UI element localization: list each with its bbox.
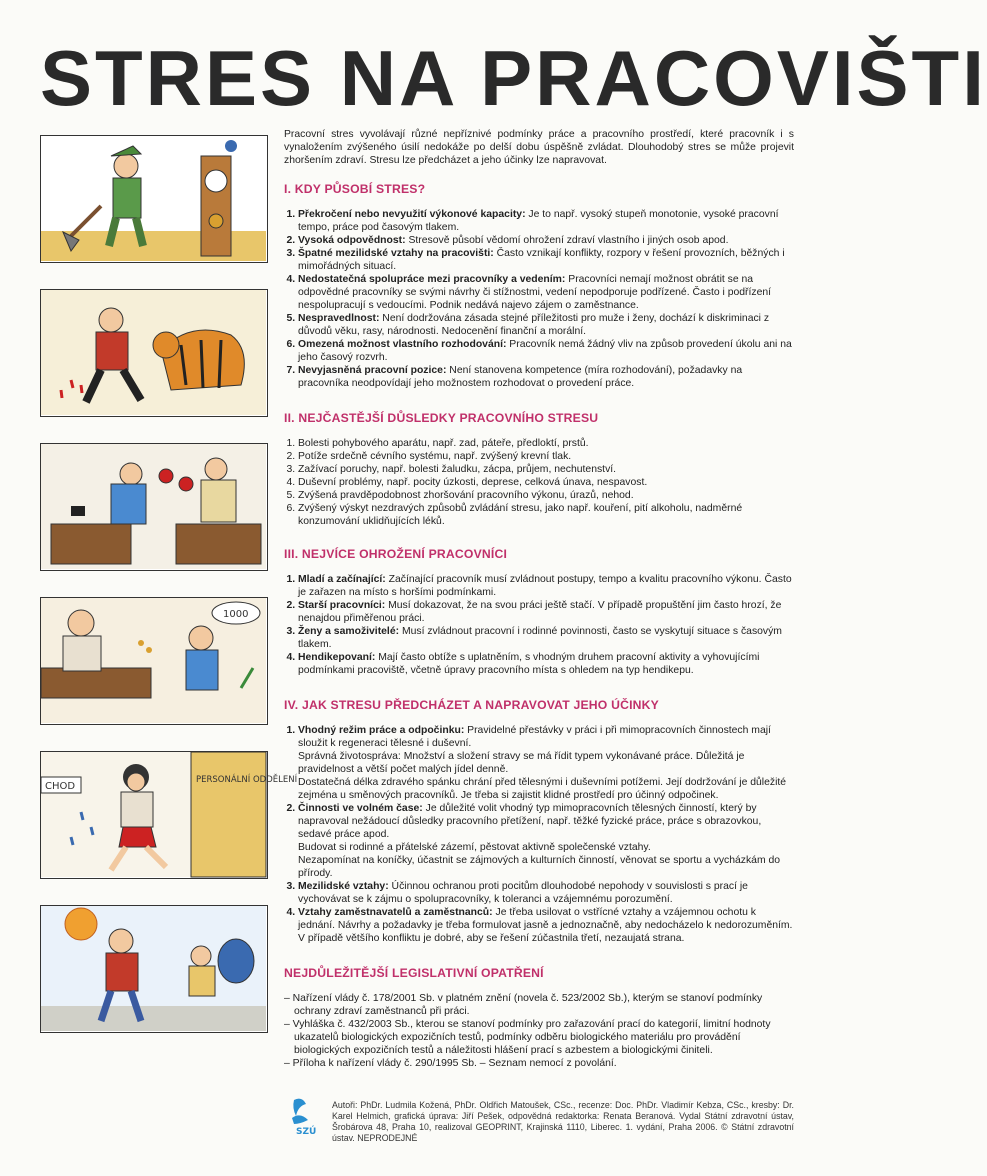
list-item: 3. Ženy a samoživitelé: Musí zvládnout pracovní i rodinné povinnosti, často se vyskytují situace s časovým tlakem. (298, 625, 794, 651)
list-item: 2. Činnosti ve volném čase: Je důležité volit vhodný typ mimopracovních tělesných činností, který by napravoval nežádoucí důsledky pracovního přetížení, např. těžké fyzické práce, práce s obrazovkou, sedavé práce apod. Budovat si rodinné a přátelské zázemí, pěstovat aktivně společenské vztahy. Nezapomínat na koníčky, účastnit se zájmových a kulturních činností, věnovat se sportu a vycházkám do přírody. (298, 802, 794, 880)
credits-text: Autoři: PhDr. Ludmila Kožená, PhDr. Oldřich Matoušek, CSc., recenze: Doc. PhDr. Vladimír Kebza, CSc., kresby: Dr. Karel Helmich, grafická úprava: Jiří Pešek, odpovědná redaktorka: Renata Beranová. Vydal Státní zdravotní ústav, Šrobárova 48, Praha 10, realizoval GEOPRINT, Krajinská 1110, Liberec. 1. vydání, Praha 2006. © Státní zdravotní ústav. NEPRODEJNÉ (332, 1100, 794, 1143)
list-item: 4. Vztahy zaměstnavatelů a zaměstnanců: Je třeba usilovat o vstřícné vztahy a vzájemnou ochotu k jednání. Návrhy a požadavky je třeba formulovat jasně a jednoznačně, aby nedocházelo k nedorozuměním. V případě většího konfliktu je dobré, aby se řešení zúčastnila třetí, nezaujatá strana. (298, 906, 794, 945)
legislation-section (284, 967, 794, 1070)
section-heading: I. KDY PŮSOBÍ STRES? (284, 182, 426, 196)
list-item: 7. Nevyjasněná pracovní pozice: Není stanovena kompetence (míra rozhodování), požadavky na pracovníka neodpovídají jeho možnostem rozhodovat o provedení práce. (298, 364, 794, 390)
section-1 (284, 183, 794, 390)
list-item: 5. Nespravedlnost: Není dodržována zásada stejné příležitosti pro muže i ženy, dochází k diskriminaci z důvodů věku, rasy, národnosti. Nedocenění finanční a morální. (298, 312, 794, 338)
text-column (284, 128, 794, 1070)
page-title: STRES NA PRACOVIŠTI (40, 34, 987, 122)
legislation-list (284, 992, 794, 1070)
footer (284, 1100, 794, 1144)
section-list (284, 573, 794, 677)
list-item: 1. Vhodný režim práce a odpočinku: Pravidelné přestávky v práci i při mimopracovních činnostech mají sloužit k regeneraci tělesné i duševní. Správná životospráva: Množství a složení stravy se má řídit typem vykonávané práce. Důležitá je pravidelnost a větší počet malých jídel denně. Dostatečná délka zdravého spánku chrání před tělesnými i duševními potížemi. Její dodržování je důležité zejména u směnových pracovníků. Je třeba si zajistit klidné prostředí pro účinný odpočinek. (298, 724, 794, 802)
section-list (284, 437, 794, 528)
sub-paragraph: Dostatečná délka zdravého spánku chrání před tělesnými i duševními potížemi. Její dodržování je důležité zejména u směnových pracovníků. Je třeba si zajistit klidné prostředí pro účinný odpočinek. (298, 777, 787, 801)
section-heading: II. NEJČASTĚJŠÍ DŮSLEDKY PRACOVNÍHO STRESU (284, 411, 599, 425)
list-item: 5. Zvýšená pravděpodobnost zhoršování pracovního výkonu, úrazů, nehod. (298, 489, 794, 502)
section-4 (284, 699, 794, 945)
list-item: 3. Zažívací poruchy, např. bolesti žaludku, zácpa, průjem, nechutenství. (298, 463, 794, 476)
intro-paragraph: Pracovní stres vyvolávají různé nepříznivé podmínky práce a pracovního prostředí, které pracovník i s vynaložením zvýšeného úsilí nedokáže po delší dobu úspěšně zvládat. Dlouhodobý stres se může projevit zhoršením zdraví. Stresu lze předcházet a jeho účinky lze napravovat. (284, 129, 794, 166)
list-item: – Vyhláška č. 432/2003 Sb., kterou se stanoví podmínky pro zařazování prací do kategorií, limitní hodnoty ukazatelů biologických expozičních testů, podmínky odběru biologického materiálu pro provádění biologických expozičních testů a náležitosti hlášení prací s azbestem a biologickými činiteli. (284, 1019, 771, 1056)
list-item: 1. Překročení nebo nevyužití výkonové kapacity: Je to např. vysoký stupeň monotonie, vysoké pracovní tempo, práce pod časovým tlakem. (298, 208, 794, 234)
cartoon-column (40, 135, 298, 1059)
sub-paragraph: Budovat si rodinné a přátelské zázemí, pěstovat aktivně společenské vztahy. (298, 842, 651, 853)
cartoon-travelers (40, 905, 268, 1033)
sub-paragraph: Správná životospráva: Množství a složení stravy se má řídit typem vykonávané práce. Důležitá je pravidelnost a větší počet malých jídel denně. (298, 751, 745, 775)
list-item: 4. Duševní problémy, např. pocity úzkosti, deprese, celková únava, nespavost. (298, 476, 794, 489)
sub-paragraph: V případě většího konfliktu je dobré, aby se řešení zúčastnila třetí, nezaujatá strana. (298, 933, 685, 944)
list-item: 4. Nedostatečná spolupráce mezi pracovníky a vedením: Pracovníci nemají možnost obrátit se na odpovědné pracovníky se svými návrhy či stížnostmi, vedení nepodporuje podřízené. Často i podřízení nespolupracují s vedoucími. Podnik nedává najevo zájem o zaměstnance. (298, 273, 794, 312)
list-item: 2. Vysoká odpovědnost: Stresově působí vědomí ohrožení zdraví vlastního i jiných osob apod. (298, 234, 794, 247)
section-2 (284, 412, 794, 528)
list-item: 6. Zvýšený výskyt nezdravých způsobů zvládání stresu, jako např. kouření, pití alkoholu, nadměrné konzumování uklidňujících léků. (298, 502, 794, 528)
cartoon-tiger-chase (40, 289, 268, 417)
office-door-sign: PERSONÁLNÍ ODDĚLENÍ (196, 775, 298, 785)
door-sign-text: CHOD (45, 781, 76, 792)
szu-logo-icon (288, 1094, 328, 1136)
cartoon-desk-fight (40, 443, 268, 571)
cartoon-money-thought (40, 597, 268, 725)
section-heading: III. NEJVÍCE OHROŽENÍ PRACOVNÍCI (284, 547, 508, 561)
list-item: 3. Špatné mezilidské vztahy na pracovišti: Často vznikají konflikty, rozpory v řešení provozních, běžných i mimořádných situací. (298, 247, 794, 273)
list-item: – Příloha k nařízení vlády č. 290/1995 Sb. – Seznam nemocí z povolání. (284, 1058, 617, 1069)
section-list (284, 208, 794, 390)
list-item: 1. Mladí a začínající: Začínající pracovník musí zvládnout postupy, tempo a kvalitu pracovního výkonu. Často je zařazen na místo s horšími podmínkami. (298, 573, 794, 599)
sub-paragraph: Nezapomínat na koníčky, účastnit se zájmových a kulturních činností, věnovat se sportu a vycházkám do přírody. (298, 855, 781, 879)
section-heading: NEJDŮLEŽITĚJŠÍ LEGISLATIVNÍ OPATŘENÍ (284, 966, 544, 980)
section-3 (284, 548, 794, 677)
list-item: 2. Potíže srdečně cévního systému, např. zvýšený krevní tlak. (298, 450, 794, 463)
list-item: 3. Mezilidské vztahy: Účinnou ochranou proti pocitům dlouhodobé nepohody v souvislosti s prací je vychovávat se k zájmu o spolupracovníky, k toleranci a vzájemnému porozumění. (298, 880, 794, 906)
logo-text: SZÚ (296, 1127, 317, 1137)
list-item: 1. Bolesti pohybového aparátu, např. zad, páteře, předloktí, prstů. (298, 437, 794, 450)
list-item: 2. Starší pracovníci: Musí dokazovat, že na svou práci ještě stačí. V případě propuštění jim často hrozí, že nenajdou přiměřenou práci. (298, 599, 794, 625)
section-list (284, 724, 794, 945)
list-item: – Nařízení vlády č. 178/2001 Sb. v platném znění (novela č. 523/2002 Sb.), kterým se stanoví podmínky ochrany zdraví zaměstnanců při práci. (284, 993, 763, 1017)
cartoon-worker-with-shovel (40, 135, 268, 263)
thought-bubble-text: 1000 (223, 609, 249, 620)
section-heading: IV. JAK STRESU PŘEDCHÁZET A NAPRAVOVAT JEHO ÚČINKY (284, 698, 659, 712)
cartoon-personnel-office (40, 751, 298, 879)
list-item: 6. Omezená možnost vlastního rozhodování: Pracovník nemá žádný vliv na způsob provedení úkolu ani na jeho časový rozvrh. (298, 338, 794, 364)
list-item: 4. Hendikepovaní: Mají často obtíže s uplatněním, s vhodným druhem pracovní aktivity a vyhovujícími podmínkami pracoviště, včetně úpravy pracovního místa s ohledem na typ hendikepu. (298, 651, 794, 677)
